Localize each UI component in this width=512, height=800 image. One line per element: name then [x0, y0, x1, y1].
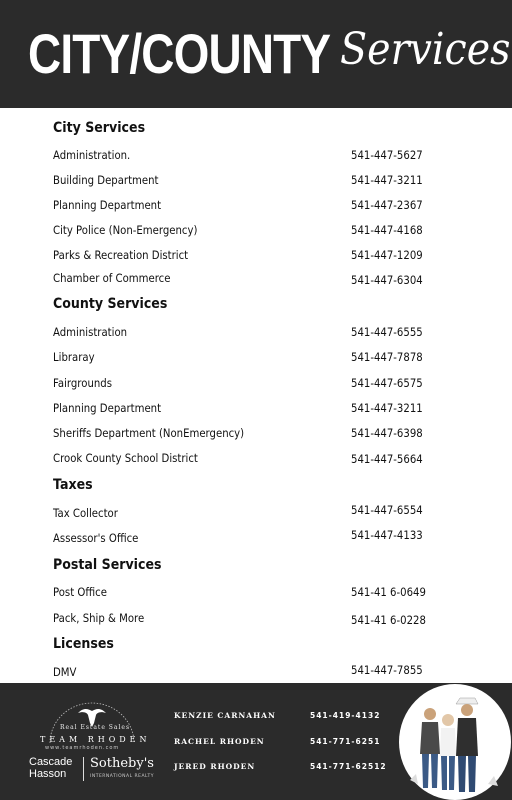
- list-item-phone: 541-41 6-0228: [351, 613, 426, 627]
- team-photo: [398, 684, 512, 800]
- section-title-taxes: Taxes: [53, 477, 93, 493]
- list-item-label: Administration.: [53, 148, 131, 162]
- list-item-label: Crook County School District: [53, 451, 198, 465]
- list-item-label: Parks & Recreation District: [53, 248, 189, 262]
- section-title-licenses: Licenses: [53, 636, 114, 652]
- sothebys-logo: Sotheby's: [90, 756, 154, 771]
- list-item-phone: 541-447-3211: [351, 173, 423, 187]
- list-item-phone: 541-447-5664: [351, 452, 423, 466]
- list-item-label: Libraray: [53, 350, 95, 364]
- list-item-label: Planning Department: [53, 198, 162, 212]
- brand-url: www.teamrhoden.com: [45, 745, 120, 751]
- list-item-phone: 541-447-4168: [351, 223, 423, 237]
- brand-tagline: Real Estate Sales: [60, 724, 131, 731]
- list-item-phone: 541-41 6-0649: [351, 585, 426, 599]
- agent-name: JERED RHODEN: [174, 762, 256, 771]
- list-item-label: Assessor's Office: [53, 531, 139, 545]
- list-item-label: Pack, Ship & More: [53, 611, 145, 625]
- list-item-label: Chamber of Commerce: [53, 271, 171, 285]
- list-item-phone: 541-447-6304: [351, 273, 423, 287]
- logo-divider: [83, 757, 84, 781]
- cascade-line2: Hasson: [29, 768, 67, 780]
- list-item-phone: 541-447-3211: [351, 401, 423, 415]
- cascade-line1: Cascade: [29, 756, 73, 768]
- list-item-phone: 541-447-1209: [351, 248, 423, 262]
- list-item-phone: 541-447-2367: [351, 198, 423, 212]
- header-banner: [0, 0, 512, 108]
- list-item-phone: 541-447-6554: [351, 503, 423, 517]
- list-item-phone: 541-447-6575: [351, 376, 423, 390]
- list-item-phone: 541-447-5627: [351, 148, 423, 162]
- list-item-label: Sheriffs Department (NonEmergency): [53, 426, 245, 440]
- section-title-county: County Services: [53, 296, 168, 312]
- section-title-city: City Services: [53, 120, 146, 136]
- list-item-label: City Police (Non-Emergency): [53, 223, 198, 237]
- list-item-phone: 541-447-4133: [351, 528, 423, 542]
- agent-phone: 541-771-6251: [310, 737, 381, 746]
- list-item-phone: 541-447-6555: [351, 325, 423, 339]
- brand-name: TEAM RHODEN: [40, 735, 151, 744]
- agent-name: RACHEL RHODEN: [174, 737, 265, 746]
- cascade-hasson-logo: [29, 756, 72, 780]
- list-item-label: Administration: [53, 325, 128, 339]
- footer-banner: [0, 683, 512, 800]
- list-item-phone: 541-447-6398: [351, 426, 423, 440]
- agent-phone: 541-771-62512: [310, 762, 387, 771]
- list-item-phone: 541-447-7878: [351, 350, 423, 364]
- list-item-phone: 541-447-7855: [351, 663, 423, 677]
- agent-name: KENZIE CARNAHAN: [174, 711, 276, 720]
- list-item-label: Planning Department: [53, 401, 162, 415]
- page-title-script: Services: [340, 24, 511, 75]
- list-item-label: Tax Collector: [53, 506, 118, 520]
- list-item-label: DMV: [53, 665, 77, 679]
- sothebys-subtitle: INTERNATIONAL REALTY: [90, 774, 154, 779]
- list-item-label: Post Office: [53, 585, 107, 599]
- section-title-postal: Postal Services: [53, 557, 162, 573]
- list-item-label: Fairgrounds: [53, 376, 112, 390]
- list-item-label: Building Department: [53, 173, 159, 187]
- page-title: CITY/COUNTY: [28, 22, 331, 85]
- agent-phone: 541-419-4132: [310, 711, 381, 720]
